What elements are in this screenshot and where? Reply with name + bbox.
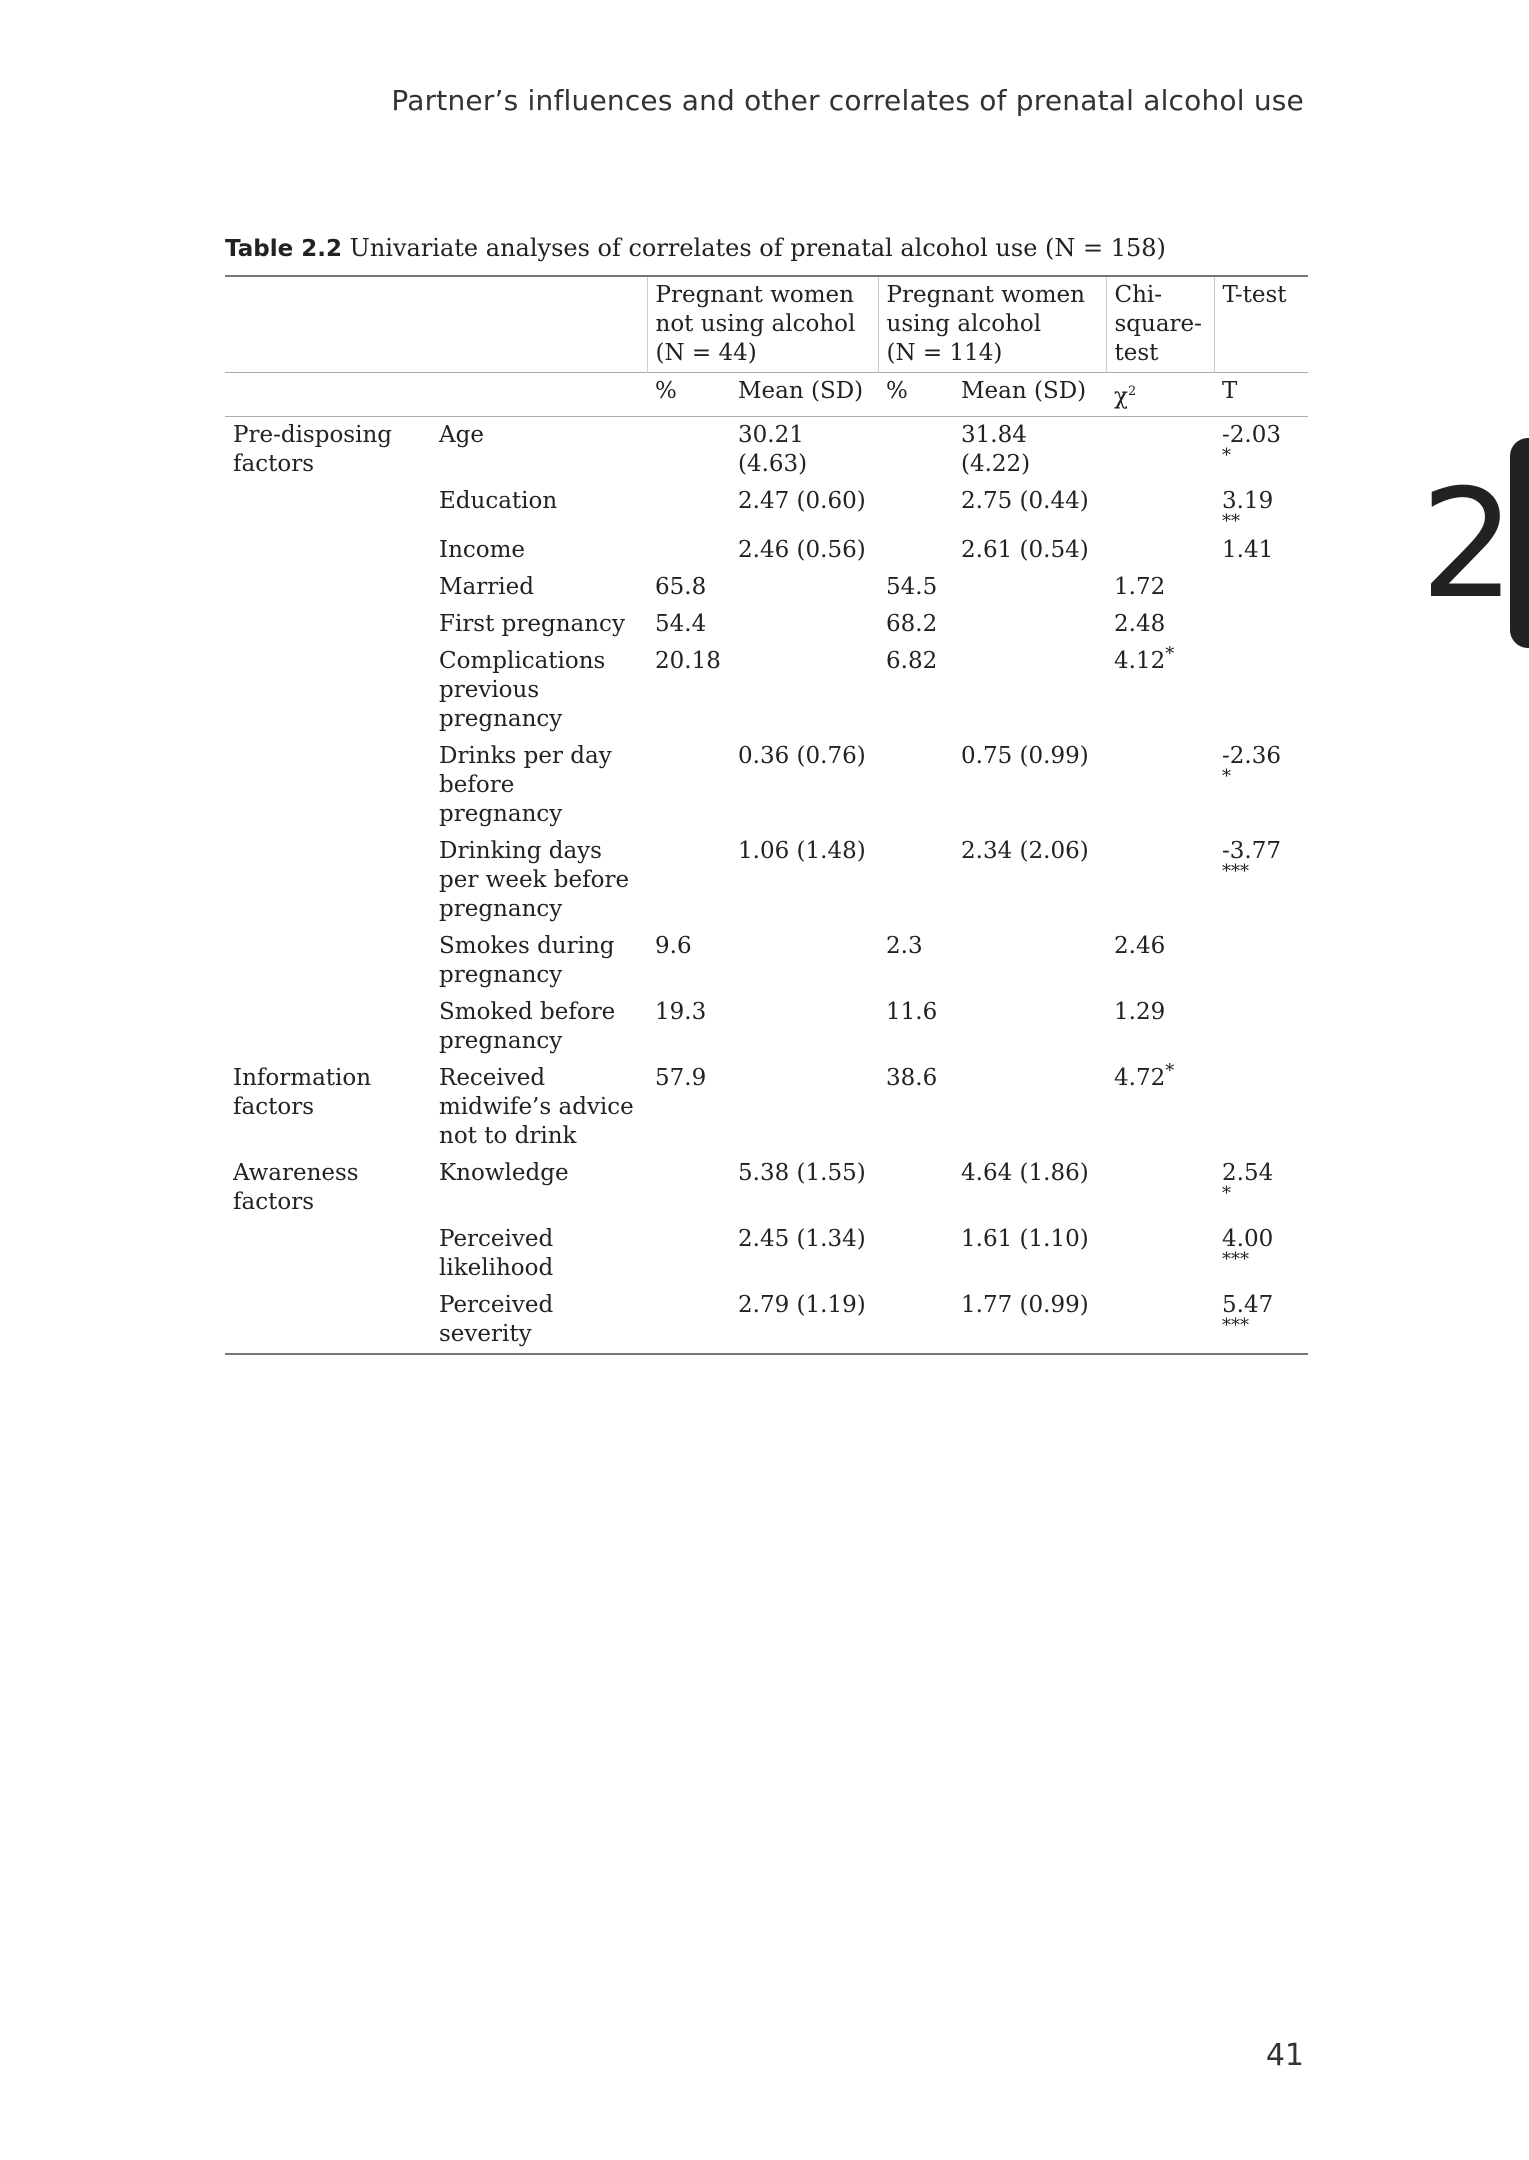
chi-cell	[1106, 483, 1214, 532]
pct-a-cell: 20.18	[655, 647, 721, 674]
group-header-line: using alcohol	[886, 311, 1042, 337]
mean-b-cell: 2.75 (0.44)	[961, 487, 1089, 514]
chi-cell	[1106, 606, 1214, 643]
table-row	[225, 1060, 1308, 1155]
table-row	[225, 738, 1308, 833]
t-cell	[1214, 606, 1308, 643]
mean-a-cell: 2.79 (1.19)	[730, 1287, 878, 1354]
group-header-row	[225, 276, 1308, 373]
variable-cell: Drinks per day before pregnancy	[439, 742, 612, 827]
category-cell	[225, 994, 431, 1060]
mean-b-cell: 1.77 (0.99)	[953, 1287, 1106, 1354]
subheader-mean-b: Mean (SD)	[953, 373, 1106, 417]
mean-a-cell: 2.45 (1.34)	[738, 1225, 866, 1252]
pct-b-cell: 2.3	[886, 932, 923, 959]
mean-a-cell: 30.21 (4.63)	[738, 421, 808, 477]
subheader-chi	[1106, 373, 1214, 417]
chi-header-line: Chi-	[1114, 282, 1163, 308]
chi-cell	[1106, 416, 1214, 483]
pct-a-cell	[647, 738, 730, 833]
group-header-line: (N = 114)	[886, 340, 1003, 366]
sub-header-row	[225, 373, 1308, 417]
variable-cell: Complications previous pregnancy	[439, 647, 606, 732]
chi-cell	[1106, 994, 1214, 1060]
variable-cell: First pregnancy	[439, 610, 625, 637]
variable-cell: Education	[439, 487, 558, 514]
group-header-line: (N = 44)	[655, 340, 757, 366]
table-label: Table 2.2	[225, 236, 342, 262]
pct-a-cell	[647, 416, 730, 483]
mean-b-cell	[953, 643, 1106, 738]
chi-cell	[1106, 1287, 1214, 1354]
category-cell	[225, 738, 431, 833]
category-cell	[225, 643, 431, 738]
pct-a-cell: 57.9	[655, 1064, 707, 1091]
chapter-number: 2	[1420, 458, 1516, 632]
chi-square-header	[1106, 276, 1214, 373]
chi-value: 2.46	[1114, 932, 1166, 959]
mean-a-cell: 5.38 (1.55)	[738, 1159, 866, 1186]
group-header-users	[878, 276, 1106, 373]
t-value: 5.47	[1222, 1291, 1274, 1318]
pct-a-cell: 9.6	[655, 932, 692, 959]
table-row	[225, 1287, 1308, 1354]
chi-value: 1.29	[1114, 998, 1166, 1025]
chi-significance: *	[1165, 1060, 1175, 1081]
blank-subheader	[225, 373, 431, 417]
pct-b-cell	[878, 1287, 953, 1354]
category-cell	[225, 1221, 431, 1287]
pct-a-cell: 54.4	[655, 610, 707, 637]
t-value: 4.00	[1222, 1225, 1274, 1252]
mean-a-cell: 0.36 (0.76)	[738, 742, 866, 769]
t-cell	[1214, 928, 1308, 994]
pct-b-cell	[878, 833, 953, 928]
pct-a-cell: 19.3	[655, 998, 707, 1025]
mean-b-cell: 2.61 (0.54)	[961, 536, 1089, 563]
chi-cell	[1106, 569, 1214, 606]
pct-b-cell	[878, 1221, 953, 1287]
variable-cell: Knowledge	[439, 1159, 569, 1186]
table-row	[225, 606, 1308, 643]
t-cell	[1214, 532, 1308, 569]
blank-header	[225, 276, 431, 373]
chi-cell	[1106, 1221, 1214, 1287]
mean-a-cell: 1.06 (1.48)	[738, 837, 866, 864]
mean-b-cell: 31.84 (4.22)	[961, 421, 1031, 477]
variable-cell: Smoked before pregnancy	[439, 998, 616, 1054]
table-row	[225, 569, 1308, 606]
t-significance: *	[1222, 1182, 1231, 1204]
t-significance: **	[1222, 510, 1240, 532]
mean-a-cell: 2.46 (0.56)	[738, 536, 866, 563]
mean-b-cell: 0.75 (0.99)	[961, 742, 1089, 769]
pct-b-cell	[878, 532, 953, 569]
blank-subheader	[431, 373, 647, 417]
group-header-line: Pregnant women	[655, 282, 854, 308]
mean-b-cell	[953, 1060, 1106, 1155]
pct-a-cell: 65.8	[655, 573, 707, 600]
mean-a-cell	[730, 569, 878, 606]
t-cell	[1214, 643, 1308, 738]
mean-b-cell: 2.34 (2.06)	[961, 837, 1089, 864]
table-row	[225, 483, 1308, 532]
subheader-pct-b: %	[878, 373, 953, 417]
t-value: 1.41	[1222, 536, 1274, 563]
pct-b-cell: 6.82	[886, 647, 938, 674]
running-header: Partner’s influences and other correlates of prenatal alcohol use	[391, 84, 1304, 117]
t-cell	[1214, 1155, 1308, 1221]
category-cell	[225, 606, 431, 643]
group-header-line: not using alcohol	[655, 311, 856, 337]
pct-a-cell	[647, 532, 730, 569]
table-row	[225, 643, 1308, 738]
mean-a-cell	[730, 994, 878, 1060]
t-significance: ***	[1222, 860, 1249, 882]
t-significance: ***	[1222, 1248, 1249, 1270]
pct-b-cell: 68.2	[886, 610, 938, 637]
category-cell: Pre-disposing factors	[233, 421, 393, 477]
table-row	[225, 928, 1308, 994]
chi-cell	[1106, 738, 1214, 833]
chi-cell	[1106, 928, 1214, 994]
chi-value: 1.72	[1114, 573, 1166, 600]
pct-b-cell	[878, 416, 953, 483]
t-cell	[1214, 483, 1308, 532]
table-body	[225, 416, 1308, 1354]
category-cell	[225, 928, 431, 994]
chi-header-line: square-	[1114, 311, 1202, 337]
t-significance: *	[1222, 444, 1231, 466]
t-value: -2.03	[1222, 421, 1281, 448]
category-cell	[225, 1287, 431, 1354]
category-cell	[225, 569, 431, 606]
pct-b-cell	[878, 738, 953, 833]
group-header-non-users	[647, 276, 878, 373]
mean-b-cell: 1.61 (1.10)	[961, 1225, 1089, 1252]
subheader-mean-a: Mean (SD)	[730, 373, 878, 417]
t-significance: *	[1222, 765, 1231, 787]
variable-cell: Age	[439, 421, 484, 448]
chi-superscript: 2	[1127, 384, 1137, 399]
chi-cell	[1106, 1155, 1214, 1221]
t-cell	[1214, 1287, 1308, 1354]
mean-a-cell	[730, 606, 878, 643]
chi-cell	[1106, 1060, 1214, 1155]
t-cell	[1214, 569, 1308, 606]
table-row	[225, 416, 1308, 483]
table-title: Univariate analyses of correlates of prenatal alcohol use (N = 158)	[349, 234, 1166, 262]
variable-cell: Smokes during pregnancy	[439, 932, 615, 988]
blank-header	[431, 276, 647, 373]
chi-value: 4.12	[1114, 647, 1166, 674]
t-cell	[1214, 833, 1308, 928]
pct-b-cell	[878, 1155, 953, 1221]
chi-cell	[1106, 532, 1214, 569]
variable-cell: Perceived likelihood	[439, 1225, 554, 1281]
pct-b-cell: 54.5	[886, 573, 938, 600]
t-cell	[1214, 1221, 1308, 1287]
mean-a-cell	[730, 928, 878, 994]
variable-cell: Perceived severity	[431, 1287, 647, 1354]
chi-symbol: χ	[1114, 383, 1128, 410]
t-value: 2.54	[1222, 1159, 1274, 1186]
table-row	[225, 532, 1308, 569]
category-cell	[225, 483, 431, 532]
chi-value: 4.72	[1114, 1064, 1166, 1091]
subheader-t: T	[1214, 373, 1308, 417]
t-cell	[1214, 738, 1308, 833]
variable-cell: Married	[439, 573, 534, 600]
mean-b-cell	[953, 928, 1106, 994]
t-cell	[1214, 1060, 1308, 1155]
t-cell	[1214, 994, 1308, 1060]
mean-b-cell	[953, 569, 1106, 606]
correlates-table	[225, 275, 1308, 1355]
subheader-pct-a: %	[647, 373, 730, 417]
page-number: 41	[1265, 2038, 1304, 2073]
category-cell	[225, 532, 431, 569]
chi-header-line: test	[1114, 340, 1159, 366]
pct-b-cell	[878, 483, 953, 532]
pct-a-cell	[647, 1287, 730, 1354]
t-significance: ***	[1222, 1314, 1249, 1336]
pct-a-cell	[647, 833, 730, 928]
pct-a-cell	[647, 1221, 730, 1287]
table-row	[225, 1155, 1308, 1221]
mean-b-cell	[953, 994, 1106, 1060]
chi-cell	[1106, 643, 1214, 738]
t-value: 3.19	[1222, 487, 1274, 514]
mean-b-cell	[953, 606, 1106, 643]
t-cell	[1214, 416, 1308, 483]
category-cell: Awareness factors	[233, 1159, 359, 1215]
category-cell	[225, 833, 431, 928]
mean-a-cell	[730, 643, 878, 738]
t-value: -3.77	[1222, 837, 1281, 864]
variable-cell: Drinking days per week before pregnancy	[439, 837, 630, 922]
group-header-line: Pregnant women	[886, 282, 1085, 308]
table-row	[225, 994, 1308, 1060]
chi-cell	[1106, 833, 1214, 928]
table-row	[225, 833, 1308, 928]
mean-b-cell: 4.64 (1.86)	[961, 1159, 1089, 1186]
t-test-header: T-test	[1214, 276, 1308, 373]
pct-b-cell: 38.6	[886, 1064, 938, 1091]
category-cell: Information factors	[233, 1064, 372, 1120]
pct-a-cell	[647, 483, 730, 532]
pct-a-cell	[647, 1155, 730, 1221]
t-value: -2.36	[1222, 742, 1281, 769]
table-row	[225, 1221, 1308, 1287]
variable-cell: Received midwife’s advice not to drink	[439, 1064, 634, 1149]
mean-a-cell	[730, 1060, 878, 1155]
chi-significance: *	[1165, 643, 1175, 664]
pct-b-cell: 11.6	[886, 998, 938, 1025]
variable-cell: Income	[439, 536, 526, 563]
table-caption	[225, 234, 1166, 262]
chi-value: 2.48	[1114, 610, 1166, 637]
mean-a-cell: 2.47 (0.60)	[738, 487, 866, 514]
